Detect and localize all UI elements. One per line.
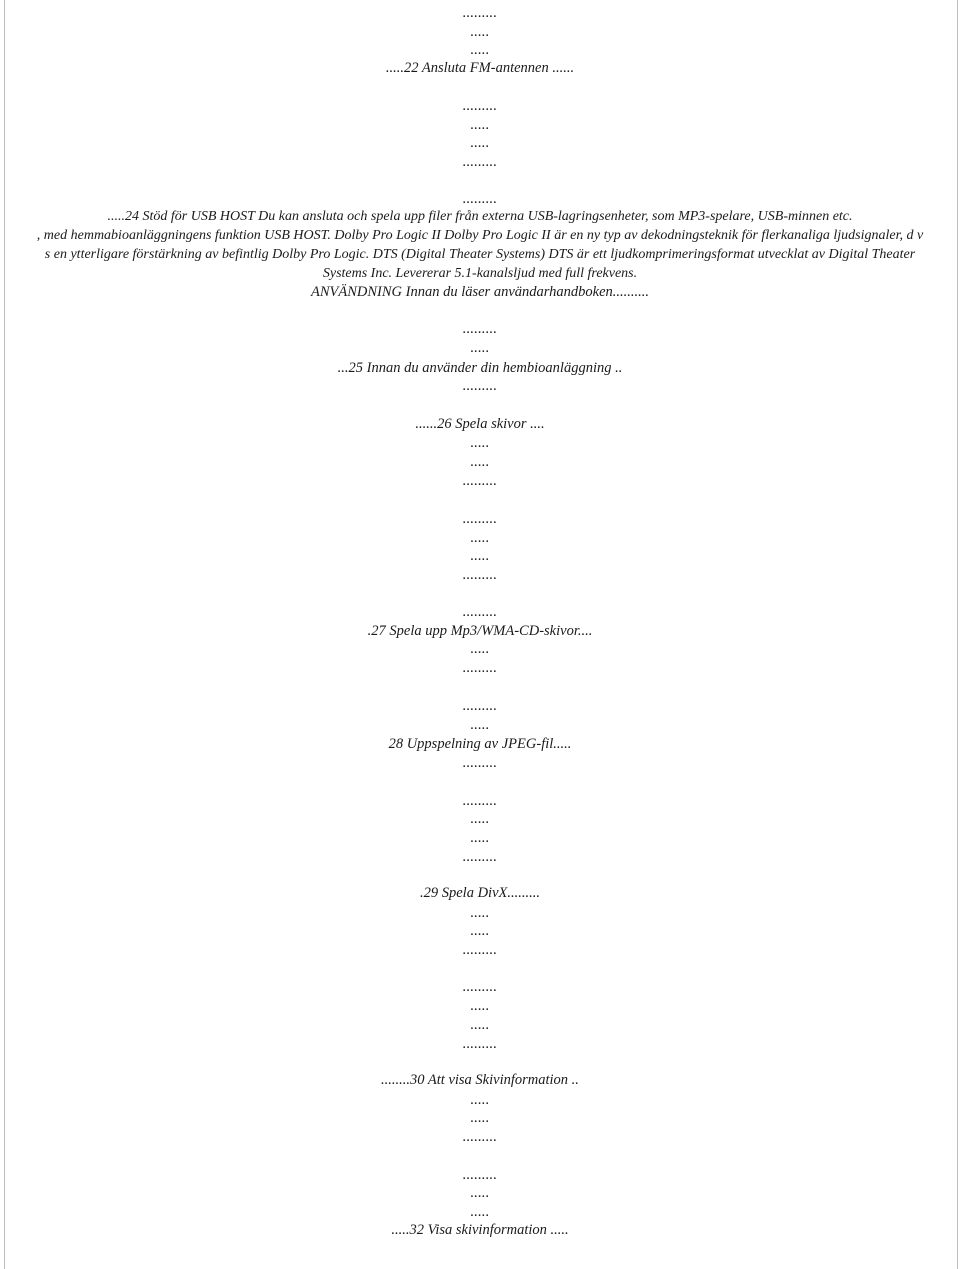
toc-dot-leader: .........	[462, 567, 498, 583]
toc-dot-leader: .........	[462, 191, 498, 207]
toc-dot-leader: .........	[462, 473, 498, 489]
toc-entry-30: ........30 Att visa Skivinformation ..	[381, 1072, 579, 1088]
toc-dot-leader: .....	[470, 548, 490, 564]
toc-entry-28: 28 Uppspelning av JPEG-fil.....	[388, 736, 572, 752]
toc-dot-leader: .....	[470, 135, 490, 151]
toc-dot-leader: .........	[462, 1129, 498, 1145]
body-paragraph-line: , med hemmabioanläggningens funktion USB HOST. Dolby Pro Logic II Dolby Pro Logic II är en ny typ av dekodningsteknik för flerkanaliga ljudsignaler, d v	[36, 228, 924, 243]
toc-dot-leader: .........	[462, 378, 498, 394]
toc-dot-leader: .....	[470, 24, 490, 40]
toc-dot-leader: .....	[470, 641, 490, 657]
toc-dot-leader: .....	[470, 717, 490, 733]
toc-dot-leader: .........	[462, 755, 498, 771]
toc-dot-leader: .....	[470, 42, 490, 58]
toc-dot-leader: .........	[462, 849, 498, 865]
toc-dot-leader: .....	[470, 435, 490, 451]
toc-dot-leader: .....	[470, 1204, 490, 1220]
body-paragraph-line: Systems Inc. Levererar 5.1-kanalsljud med full frekvens.	[322, 266, 638, 281]
toc-dot-leader: .........	[462, 98, 498, 114]
toc-entry-32: .....32 Visa skivinformation .....	[391, 1222, 569, 1238]
toc-entry-24: .....24 Stöd för USB HOST Du kan ansluta och spela upp filer från externa USB-lagringsenheter, som MP3-spelare, USB-minnen etc.	[107, 209, 853, 224]
toc-entry-22: .....22 Ansluta FM-antennen ......	[385, 60, 575, 76]
toc-dot-leader: .....	[470, 998, 490, 1014]
toc-dot-leader: .....	[470, 340, 490, 356]
toc-dot-leader: .........	[462, 321, 498, 337]
toc-entry-26: ......26 Spela skivor ....	[415, 416, 545, 432]
toc-dot-leader: .....	[470, 117, 490, 133]
toc-dot-leader: .....	[470, 830, 490, 846]
toc-dot-leader: .....	[470, 1185, 490, 1201]
toc-dot-leader: .........	[462, 660, 498, 676]
toc-dot-leader: .........	[462, 511, 498, 527]
section-heading-anvandning: ANVÄNDNING Innan du läser användarhandboken..........	[310, 284, 650, 300]
toc-dot-leader: .........	[462, 1036, 498, 1052]
toc-dot-leader: .........	[462, 793, 498, 809]
toc-dot-leader: .....	[470, 530, 490, 546]
toc-dot-leader: .........	[462, 698, 498, 714]
toc-dot-leader: .....	[470, 811, 490, 827]
toc-dot-leader: .....	[470, 923, 490, 939]
toc-dot-leader: .....	[470, 1017, 490, 1033]
toc-dot-leader: .........	[462, 604, 498, 620]
toc-dot-leader: .........	[462, 1167, 498, 1183]
toc-dot-leader: .....	[470, 1092, 490, 1108]
toc-dot-leader: .........	[462, 154, 498, 170]
toc-entry-29: .29 Spela DivX.........	[419, 885, 540, 901]
toc-dot-leader: .........	[462, 942, 498, 958]
toc-entry-25: ...25 Innan du använder din hembioanläggning ..	[337, 360, 623, 376]
toc-dot-leader: .....	[470, 1110, 490, 1126]
toc-entry-27: .27 Spela upp Mp3/WMA-CD-skivor....	[367, 623, 593, 639]
toc-dot-leader: .........	[462, 5, 498, 21]
toc-dot-leader: .....	[470, 454, 490, 470]
body-paragraph-line: s en ytterligare förstärkning av befintlig Dolby Pro Logic. DTS (Digital Theater Systems) DTS är ett ljudkomprimeringsformat utvecklat av Digital Theater	[44, 247, 916, 262]
toc-dot-leader: .........	[462, 979, 498, 995]
toc-dot-leader: .....	[470, 905, 490, 921]
